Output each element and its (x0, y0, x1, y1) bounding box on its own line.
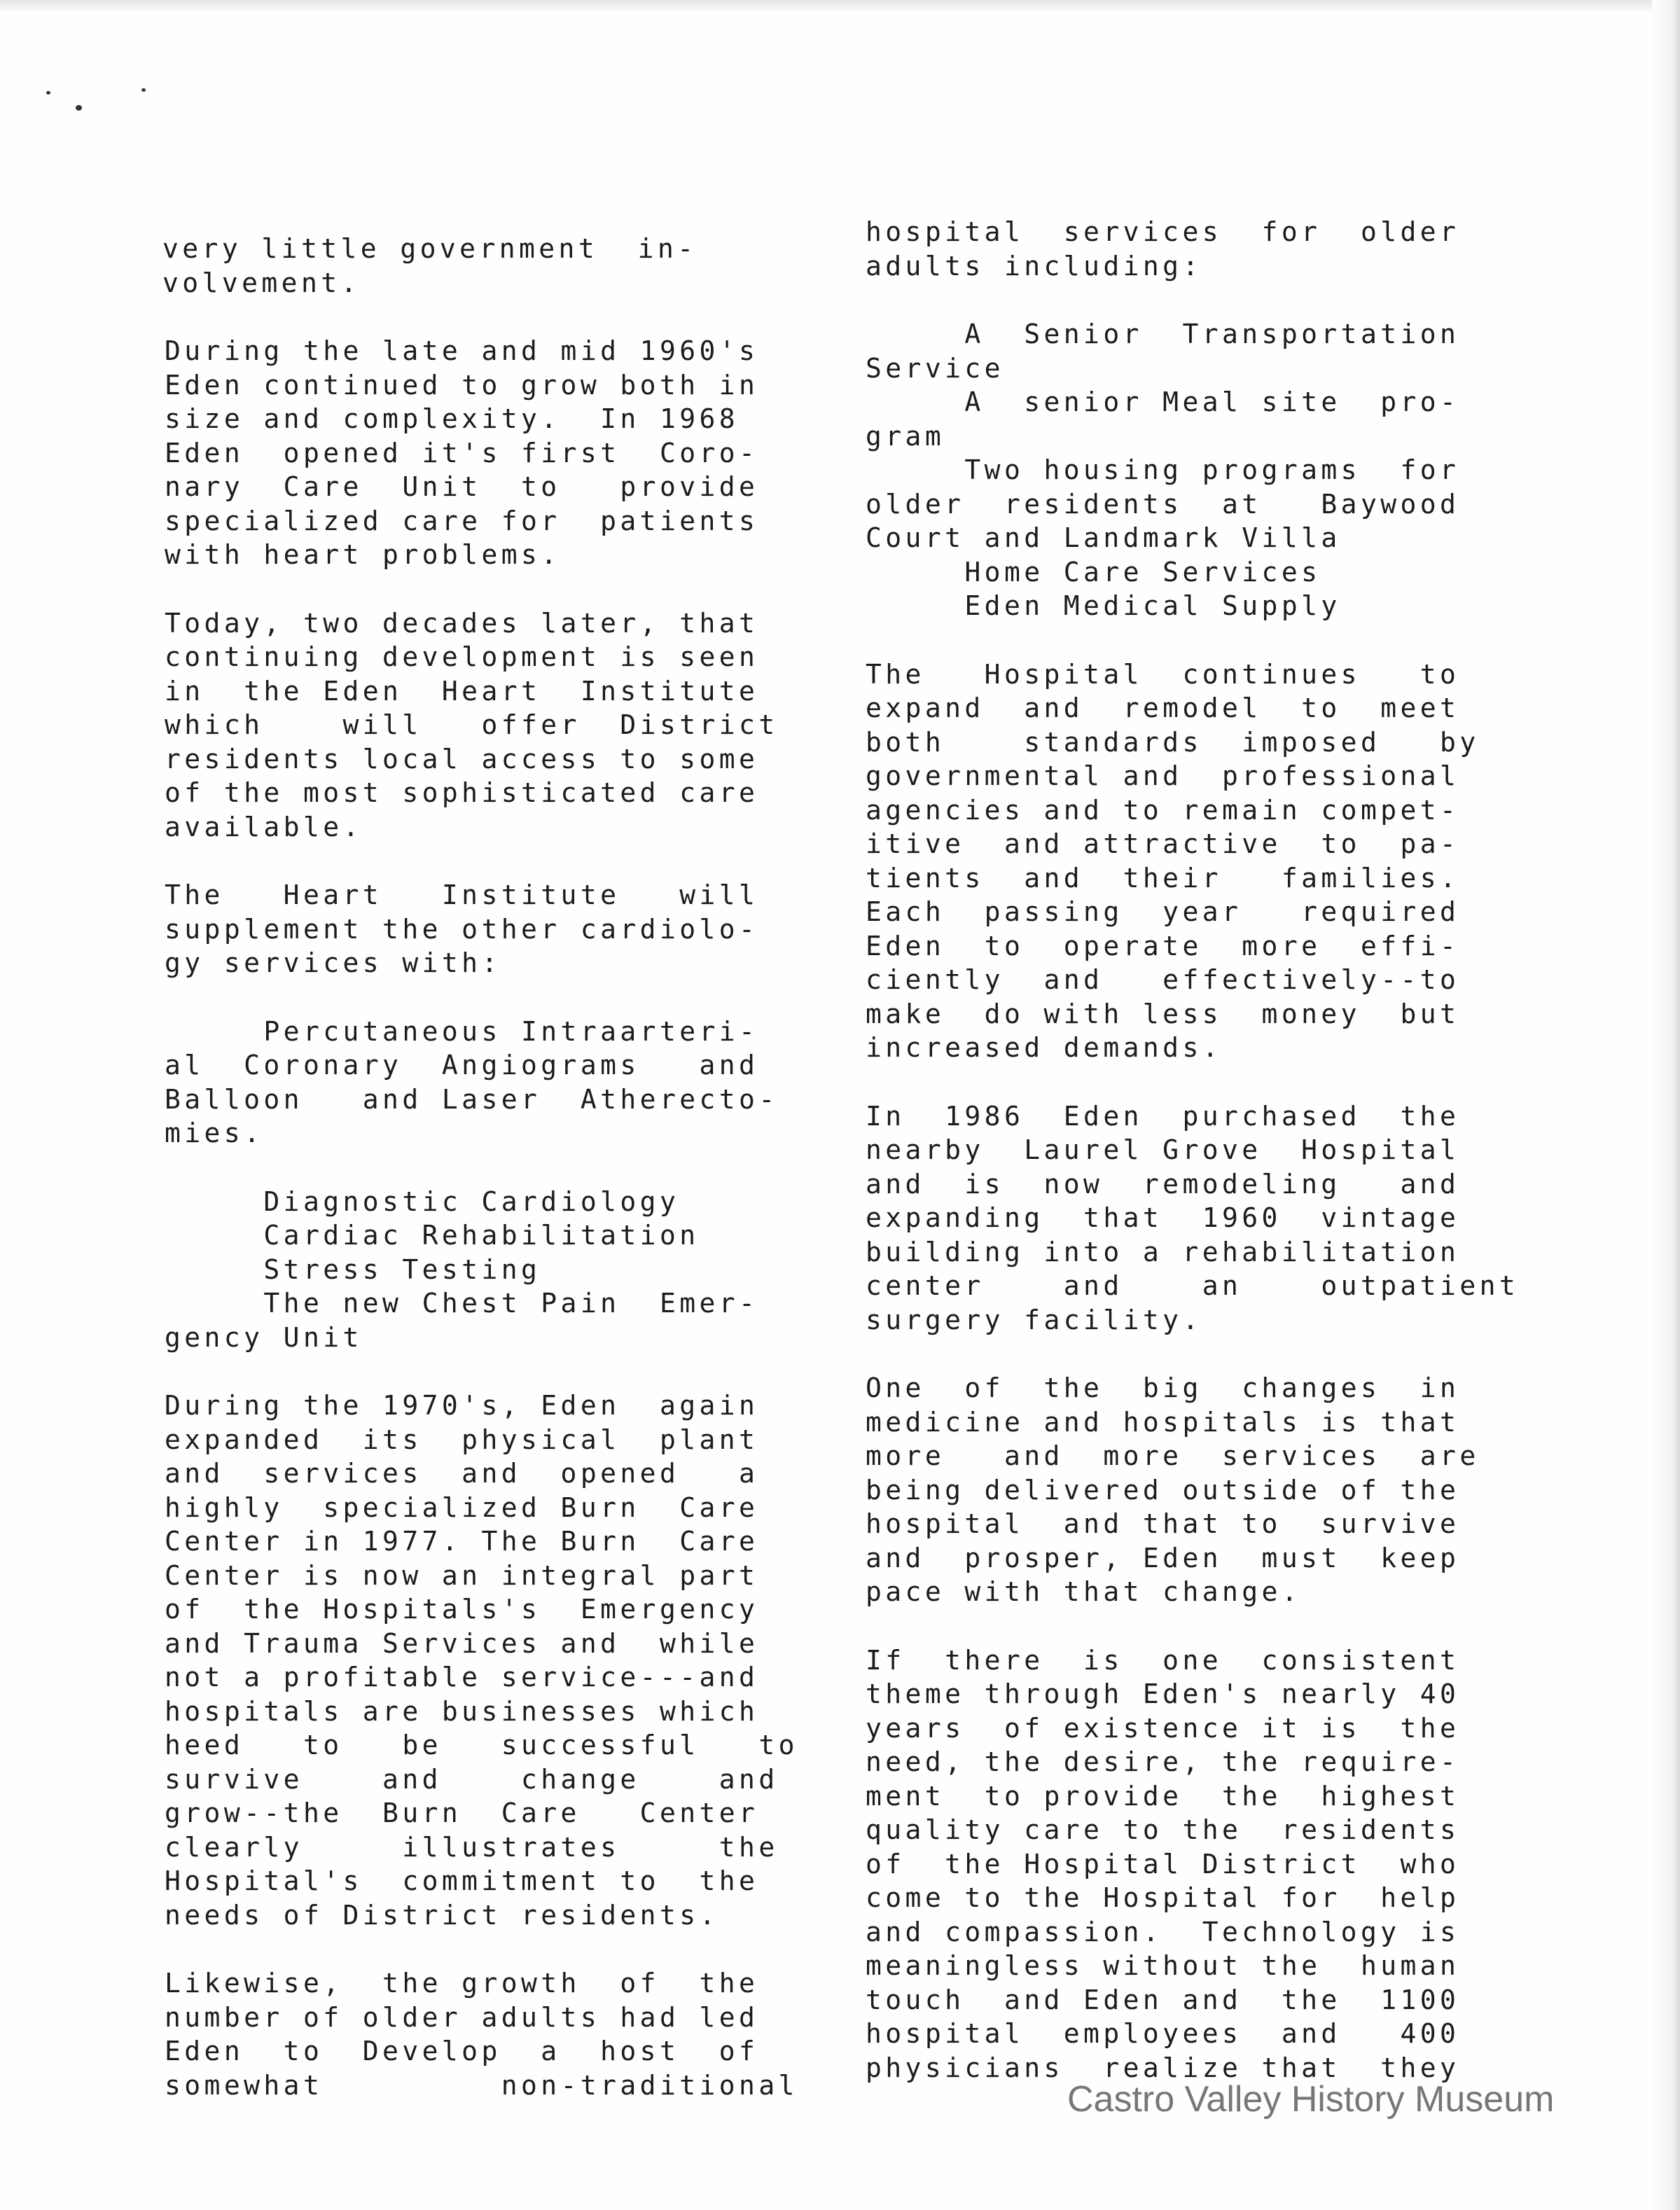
text-line: A Senior Transportation (866, 319, 1460, 349)
text-line: mies. (165, 1118, 264, 1148)
text-line: physicians realize that they (866, 2052, 1460, 2083)
scan-edge-top (0, 0, 1680, 13)
text-line: Hospital's commitment to the (165, 1865, 759, 1896)
text-line: Balloon and Laser Atherecto- (165, 1083, 779, 1115)
text-line: of the most sophisticated care (165, 777, 759, 808)
text-line: The Heart Institute will (165, 880, 759, 910)
text-line: During the 1970's, Eden again (165, 1390, 759, 1421)
text-line: Court and Landmark Villa (866, 522, 1341, 553)
text-line: gy services with: (165, 947, 501, 978)
text-line: One of the big changes in (866, 1372, 1460, 1403)
text-line: Eden continued to grow both in (165, 369, 759, 401)
text-line: specialized care for patients (165, 505, 759, 536)
text-line: of the Hospital District who (866, 1848, 1460, 1879)
text-line: older residents at Baywood (866, 488, 1460, 520)
text-line: supplement the other cardiolo- (165, 913, 759, 945)
text-line: Stress Testing (165, 1253, 541, 1285)
text-line: touch and Eden and the 1100 (866, 1984, 1460, 2015)
text-line: and compassion. Technology is (866, 1916, 1460, 1947)
text-line: come to the Hospital for help (866, 1882, 1460, 1913)
text-line: make do with less money but (866, 998, 1460, 1029)
text-line: residents local access to some (165, 743, 759, 774)
text-line: with heart problems. (165, 539, 561, 570)
text-line: surgery facility. (866, 1304, 1202, 1335)
paragraph (165, 1966, 798, 2102)
text-line: size and complexity. In 1968 (165, 403, 740, 434)
text-line: clearly illustrates the (165, 1831, 779, 1863)
text-line: Diagnostic Cardiology (165, 1186, 680, 1217)
text-line: Center is now an integral part (165, 1559, 759, 1591)
text-line: hospitals are businesses which (165, 1695, 759, 1727)
text-line: building into a rehabilitation (866, 1236, 1460, 1267)
text-line: Eden opened it's first Coro- (165, 437, 759, 468)
text-line: grow--the Burn Care Center (165, 1798, 759, 1828)
text-line: Service (866, 352, 1004, 384)
text-line: hospital services for older (866, 216, 1460, 247)
museum-watermark: Castro Valley History Museum (1067, 2079, 1555, 2120)
text-line: governmental and professional (866, 760, 1460, 791)
text-line: number of older adults had led (165, 2001, 759, 2033)
text-line: quality care to the residents (866, 1814, 1460, 1845)
text-line: expanding that 1960 vintage (866, 1202, 1460, 1233)
text-line: center and an outpatient (866, 1270, 1520, 1301)
paragraph (165, 606, 798, 845)
dust-speck (141, 88, 146, 92)
text-line: If there is one consistent (866, 1644, 1460, 1676)
text-line: itive and attractive to pa- (866, 828, 1460, 859)
text-line: Eden to operate more effi- (866, 930, 1460, 961)
text-line: Eden to Develop a host of (165, 2036, 759, 2066)
text-line: need, the desire, the require- (866, 1746, 1460, 1777)
paragraph (165, 334, 798, 572)
text-line: During the late and mid 1960's (165, 335, 759, 366)
text-line: volvement. (162, 267, 361, 298)
text-line: and is now remodeling and (866, 1168, 1460, 1200)
text-line: hospital and that to survive (866, 1508, 1460, 1539)
text-line: expand and remodel to meet (866, 693, 1460, 723)
text-line: medicine and hospitals is that (866, 1406, 1460, 1438)
text-line: being delivered outside of the (866, 1474, 1460, 1506)
text-line: Eden Medical Supply (866, 590, 1341, 621)
text-line: survive and change and (165, 1763, 779, 1795)
text-line: gency Unit (165, 1321, 363, 1353)
text-line: highly specialized Burn Care (165, 1492, 759, 1523)
text-line: continuing development is seen (165, 641, 759, 672)
paragraph (165, 1185, 798, 1355)
paragraph (866, 317, 1519, 623)
text-line: somewhat non-traditional (165, 2069, 798, 2101)
paragraph (165, 878, 798, 980)
text-line: Today, two decades later, that (165, 607, 759, 639)
text-line: nary Care Unit to provide (165, 471, 759, 502)
text-line: meaningless without the human (866, 1950, 1460, 1981)
text-line: which will offer District (165, 709, 779, 740)
text-line: ment to provide the highest (866, 1780, 1460, 1812)
text-line: theme through Eden's nearly 40 (866, 1679, 1460, 1709)
text-line: nearby Laurel Grove Hospital (866, 1134, 1460, 1165)
left-text-column (162, 232, 798, 2136)
text-line: Home Care Services (866, 556, 1321, 588)
text-line: ciently and effectively--to (866, 964, 1460, 995)
dust-speck (76, 105, 82, 111)
paragraph (162, 232, 798, 300)
paragraph (866, 215, 1519, 283)
text-line: needs of District residents. (165, 1899, 719, 1931)
text-line: in the Eden Heart Institute (165, 675, 759, 707)
text-line: of the Hospitals's Emergency (165, 1594, 759, 1625)
text-line: Percutaneous Intraarteri- (165, 1015, 759, 1047)
text-line: In 1986 Eden purchased the (866, 1100, 1460, 1132)
text-line: both standards imposed by (866, 726, 1480, 758)
dust-speck (46, 91, 50, 95)
paragraph (866, 1643, 1519, 2085)
text-line: hospital employees and 400 (866, 2018, 1460, 2049)
text-line: heed to be successful to (165, 1730, 798, 1760)
text-line: and Trauma Services and while (165, 1627, 759, 1659)
text-line: Each passing year required (866, 896, 1460, 927)
paragraph (165, 1389, 798, 1932)
text-line: Center in 1977. The Burn Care (165, 1526, 759, 1557)
text-line: Cardiac Rehabilitation (165, 1220, 700, 1251)
text-line: gram (866, 420, 945, 452)
text-line: adults including: (866, 250, 1202, 282)
text-line: A senior Meal site pro- (866, 387, 1460, 417)
right-text-column (866, 215, 1519, 2119)
text-line: very little government in- (162, 233, 697, 264)
text-line: The Hospital continues to (866, 658, 1460, 690)
paragraph (165, 1015, 798, 1151)
text-line: available. (165, 811, 363, 842)
text-line: years of existence it is the (866, 1712, 1460, 1744)
paragraph (866, 658, 1519, 1065)
text-line: Likewise, the growth of the (165, 1968, 759, 1999)
text-line: agencies and to remain compet- (866, 794, 1460, 826)
text-line: Two housing programs for (866, 454, 1460, 485)
scan-edge-right (1652, 0, 1680, 2210)
text-line: more and more services are (866, 1440, 1480, 1471)
text-line: and services and opened a (165, 1458, 759, 1489)
text-line: The new Chest Pain Emer- (165, 1288, 759, 1319)
text-line: and prosper, Eden must keep (866, 1542, 1460, 1573)
paragraph (866, 1371, 1519, 1609)
text-line: tients and their families. (866, 862, 1460, 894)
text-line: not a profitable service---and (165, 1662, 759, 1693)
text-line: increased demands. (866, 1032, 1223, 1063)
text-line: al Coronary Angiograms and (165, 1050, 759, 1080)
paragraph (866, 1099, 1519, 1337)
text-line: expanded its physical plant (165, 1424, 759, 1455)
text-line: pace with that change. (866, 1576, 1302, 1607)
